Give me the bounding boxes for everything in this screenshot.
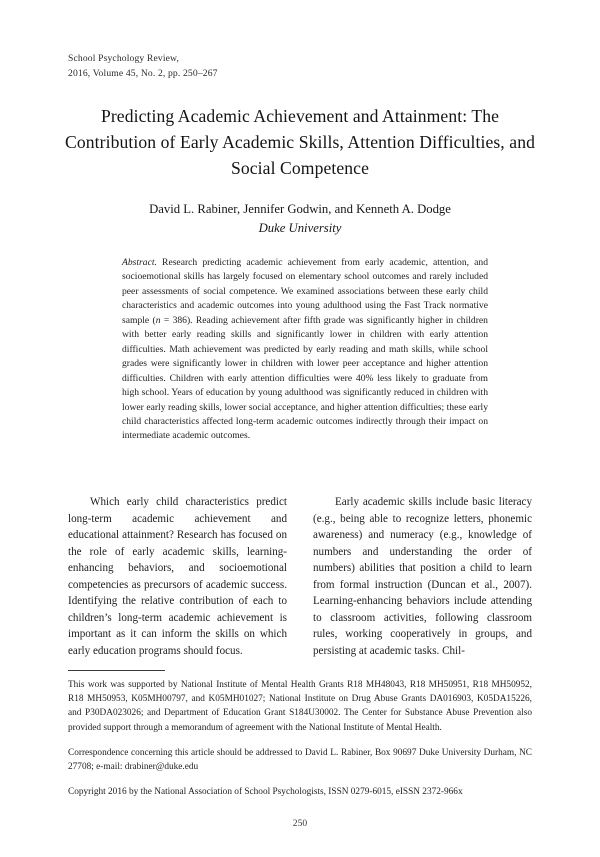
author-affiliation: Duke University	[258, 221, 342, 235]
page-number: 250	[292, 818, 308, 829]
abstract-sample-symbol: n	[155, 314, 161, 326]
journal-name: School Psychology Review,	[68, 53, 180, 64]
footnote-divider	[68, 670, 165, 671]
footnote-block	[68, 678, 532, 799]
abstract-text-part2: = 386). Reading achievement after fifth grade was significantly higher in children with better early reading skills and significantly lower in children with early attention difficulties. Math achievement was predicted by early reading and math skills, while school grades were significantly lower in children with lower peer acceptance and higher attention difficulties. Children with early attention difficulties were 40% less likely to graduate from high school. Years of education by young adulthood was significantly reduced in children with lower early reading skills, lower social acceptance, and higher attention difficulties; these early child characteristics affected long-term academic outcomes indirectly through their impact on intermediate academic outcomes.	[122, 314, 488, 442]
journal-info	[68, 52, 218, 81]
paragraph: Which early child characteristics predict long-term academic achievement and educational attainment? Research has focused on the role of early academic skills, learning-enhancing behaviors, and socioemotional competencies as precursors of academic success. Identifying the relative contribution of each to children’s long-term academic achievement is important as it can inform the skills on which early education programs should focus.	[68, 496, 287, 657]
abstract-text-part1: Research predicting academic achievement from early academic, attention, and socioemotional skills has largely focused on elementary school outcomes and rarely included peer assessments of social competence. We examined associations between these early child characteristics and academic outcomes into young adulthood using the Fast Track normative sample (	[122, 257, 488, 326]
footnote-copyright: Copyright 2016 by the National Association of School Psychologists, ISSN 0279-6015, eISSN 2372-966x	[68, 787, 463, 798]
body-column-right	[313, 494, 532, 659]
footnote-correspondence: Correspondence concerning this article should be addressed to David L. Rabiner, Box 90697 Duke University Durham, NC 27708; e-mail: drabiner@duke.edu	[68, 747, 532, 773]
page-title: Predicting Academic Achievement and Attainment: The Contribution of Early Academic Skills, Attention Difficulties, and Social Competence	[65, 106, 535, 178]
paragraph: Early academic skills include basic literacy (e.g., being able to recognize letters, phonemic awareness) and numeracy (e.g., knowledge of numbers and understanding the order of numbers) abilities that position a child to learn from formal instruction (Duncan et al., 2007). Learning-enhancing behaviors include attending to classroom activities, following classroom rules, working cooperatively in groups, and persisting at academic tasks. Chil-	[313, 496, 532, 657]
author-names: David L. Rabiner, Jennifer Godwin, and Kenneth A. Dodge	[149, 202, 451, 216]
abstract-label: Abstract.	[122, 257, 157, 268]
journal-issue: 2016, Volume 45, No. 2, pp. 250–267	[68, 67, 218, 79]
body-columns	[68, 494, 532, 657]
body-column-left	[68, 494, 287, 659]
footnote-funding: This work was supported by National Institute of Mental Health Grants R18 MH48043, R18 MH50951, R18 MH50952, R18 MH50953, K05MH00797, and K05MH01027; National Institute on Drug Abuse Grants DA016903, K05DA15226, and P30DA023026; and Department of Education Grant S184U30002. The Center for Substance Abuse Prevention also provided support through a memorandum of agreement with the National Institute of Mental Health.	[68, 680, 532, 733]
author-block	[62, 200, 538, 238]
abstract-block	[122, 256, 488, 444]
